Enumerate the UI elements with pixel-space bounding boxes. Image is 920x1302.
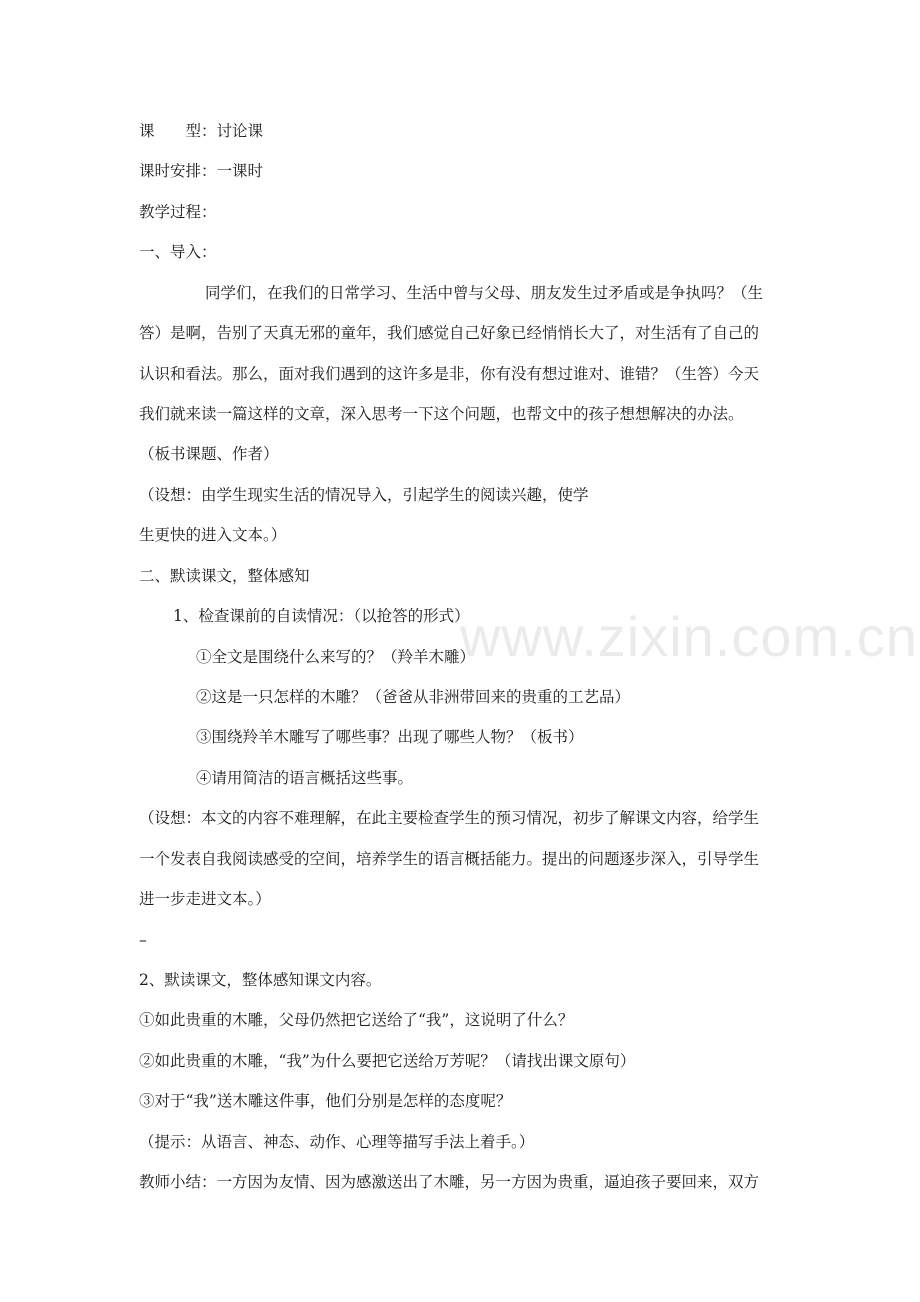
intro-paragraph-line-3: 认识和看法。那么，面对我们遇到的这许多是非，你有没有想过谁对、谁错？（生答）今天 [139, 365, 760, 383]
section-two-heading: 二、默读课文，整体感知 [139, 567, 310, 585]
step-two-question-1: ①如此贵重的木雕，父母仍然把它送给了“我”，这说明了什么？ [139, 1011, 574, 1029]
intro-paragraph-line-4: 我们就来读一篇这样的文章，深入思考一下这个问题，也帮文中的孩子想想解决的办法。 [139, 405, 744, 423]
hint-note: （提示：从语言、神态、动作、心理等描写手法上着手。） [139, 1133, 535, 1151]
question-3: ③围绕羚羊木雕写了哪些事？出现了哪些人物？（板书） [196, 728, 584, 746]
step-one-heading: 1、检查课前的自读情况：（以抢答的形式） [173, 607, 470, 625]
question-1: ①全文是围绕什么来写的？（羚羊木雕） [196, 648, 476, 666]
stray-mark: – [139, 931, 147, 949]
question-4: ④请用简洁的语言概括这些事。 [196, 769, 414, 787]
intro-paragraph-line-1: 同学们，在我们的日常学习、生活中曾与父母、朋友发生过矛盾或是争执吗？（生 [205, 284, 764, 302]
teacher-summary: 教师小结：一方因为友情、因为感激送出了木雕，另一方因为贵重，逼迫孩子要回来，双方 [139, 1173, 760, 1191]
lesson-time-line: 课时安排：一课时 [139, 162, 264, 180]
design-note-2-line-1: （设想：本文的内容不难理解，在此主要检查学生的预习情况，初步了解课文内容，给学生 [139, 809, 760, 827]
design-note-2-line-2: 一个发表自我阅读感受的空间，培养学生的语言概括能力。提出的问题逐步深入，引导学生 [139, 850, 760, 868]
design-note-2-line-3: 进一步走进文本。） [139, 890, 271, 908]
design-note-1-line-2: 生更快的进入文本。） [139, 526, 287, 544]
question-2: ②这是一只怎样的木雕？（爸爸从非洲带回来的贵重的工艺品） [196, 688, 631, 706]
step-two-question-2: ②如此贵重的木雕，“我”为什么要把它送给万芳呢？（请找出课文原句） [139, 1052, 636, 1070]
watermark: www.zixin.com.cn [460, 605, 918, 668]
step-two-heading: 2、默读课文，整体感知课文内容。 [139, 971, 382, 989]
intro-paragraph-line-2: 答）是啊，告别了天真无邪的童年，我们感觉自己好象已经悄悄长大了，对生活有了自己的 [139, 324, 760, 342]
step-two-question-3: ③对于“我”送木雕这件事，他们分别是怎样的态度呢？ [139, 1092, 512, 1110]
design-note-1-line-1: （设想：由学生现实生活的情况导入，引起学生的阅读兴趣，使学 [139, 486, 589, 504]
teaching-process-heading: 教学过程： [139, 203, 217, 221]
board-note: （板书课题、作者） [139, 445, 279, 463]
lesson-type-line [139, 121, 799, 141]
section-one-heading: 一、导入： [139, 243, 217, 261]
lesson-type-label: 课 型：讨论课 [139, 122, 264, 140]
